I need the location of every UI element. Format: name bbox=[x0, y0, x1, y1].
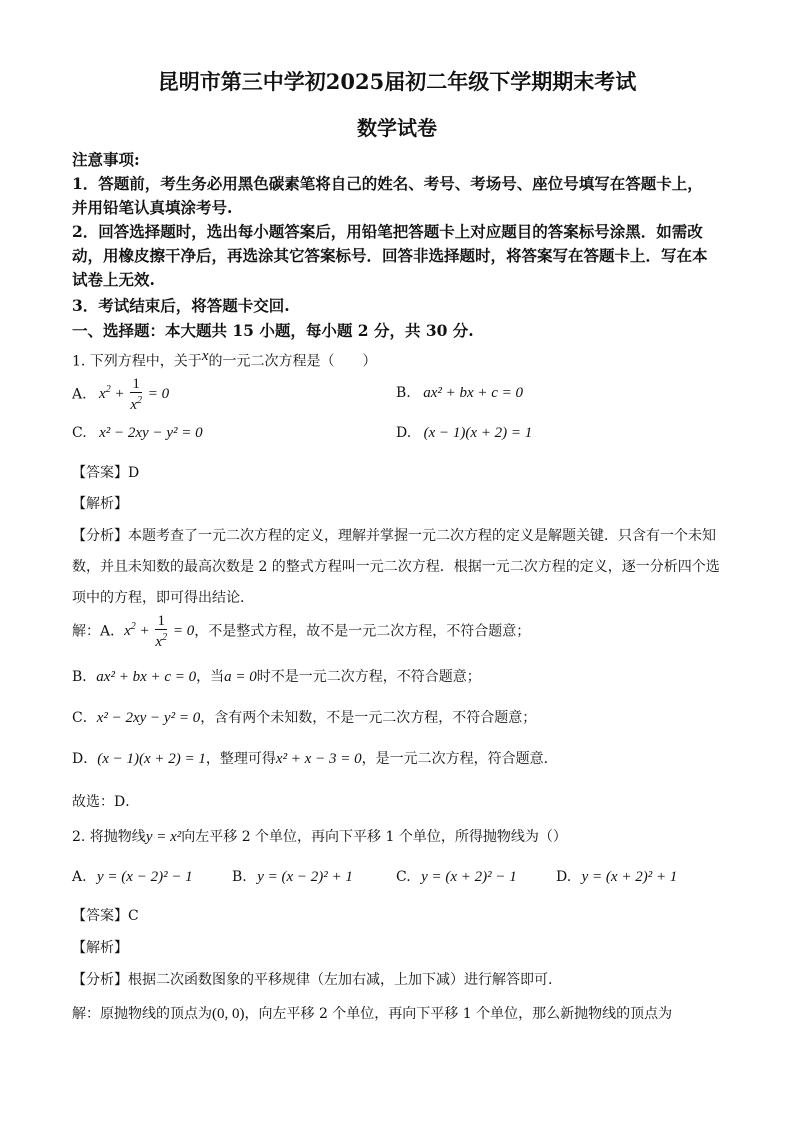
q2-option-b-label: B. bbox=[232, 869, 247, 885]
notice-line-3: 2．回答选择题时，选出每小题答案后，用铅笔把答题卡上对应题目的答案标号涂黑．如需改 bbox=[72, 222, 703, 241]
q1-solution-b-prefix: B． bbox=[72, 669, 97, 685]
q1-solution-b bbox=[72, 666, 481, 686]
notice-line-2: 并用铅笔认真填涂考号. bbox=[72, 198, 233, 217]
q1-option-c bbox=[72, 425, 203, 442]
q1-solution-d-expr2: x² + x − 3 = 0 bbox=[275, 751, 362, 767]
q1-option-d-expr: (x − 1)(x + 2) = 1 bbox=[423, 425, 533, 441]
q1-solution-d bbox=[72, 748, 548, 768]
q1-option-b bbox=[396, 385, 523, 402]
q1-option-b-expr: ax² + bx + c = 0 bbox=[423, 385, 524, 401]
q2-option-c bbox=[396, 869, 517, 886]
q1-solution-d-prefix: D． bbox=[72, 751, 98, 767]
notice-heading: 注意事项: bbox=[72, 150, 140, 169]
q2-option-c-label: C. bbox=[396, 869, 411, 885]
q2-solution bbox=[72, 1003, 672, 1023]
q1-solution-a-expr: $x^2$ + $\frac{1}{x^2}$ = 0 bbox=[124, 613, 195, 650]
q2-option-a-label: A. bbox=[72, 869, 87, 885]
q1-analysis-heading: 【解析】 bbox=[72, 496, 128, 512]
q1-stem-a: 1. 下列方程中，关于 bbox=[72, 353, 202, 370]
q1-option-d bbox=[396, 425, 532, 442]
q1-solution-c bbox=[72, 707, 536, 727]
q1-stem bbox=[72, 348, 376, 371]
q1-stem-var: x bbox=[201, 348, 209, 364]
q2-answer: 【答案】C bbox=[72, 908, 139, 924]
q1-option-a-label: A. bbox=[72, 386, 87, 403]
q2-stem-b: 向左平移 2 个单位，再向下平移 1 个单位，所得抛物线为（） bbox=[181, 829, 567, 845]
q2-stem-expr: y = x² bbox=[145, 829, 182, 845]
q1-analysis-line-1: 【分析】本题考查了一元二次方程的定义，理解并掌握一元二次方程的定义是解题关键．只含有一个未知 bbox=[72, 528, 716, 544]
q2-option-a bbox=[72, 869, 193, 886]
q1-solution-d-mid: ，整理可得 bbox=[205, 751, 276, 767]
q1-solution-c-text: ，含有两个未知数，不是一元二次方程，不符合题意； bbox=[200, 710, 537, 726]
q2-option-a-expr: y = (x − 2)² − 1 bbox=[97, 869, 193, 885]
q1-conclusion: 故选：D． bbox=[72, 794, 140, 810]
notice-line-4: 动，用橡皮擦干净后，再选涂其它答案标号．回答非选择题时，将答案写在答题卡上．写在本 bbox=[72, 246, 708, 265]
q1-solution-a-prefix: 解：A． bbox=[72, 623, 125, 640]
q1-solution-c-prefix: C． bbox=[72, 710, 97, 726]
notice-line-6: 3．考试结束后，将答题卡交回. bbox=[72, 296, 290, 315]
q1-option-c-label: C. bbox=[72, 425, 87, 441]
q2-option-b-expr: y = (x − 2)² + 1 bbox=[257, 869, 353, 885]
q2-option-c-expr: y = (x + 2)² − 1 bbox=[421, 869, 517, 885]
q2-solution-vertex: (0, 0) bbox=[212, 1006, 245, 1022]
q1-analysis-line-3: 项中的方程，即可得出结论. bbox=[72, 590, 245, 606]
q2-solution-text: ，向左平移 2 个单位，再向下平移 1 个单位，那么新抛物线的顶点为 bbox=[244, 1006, 673, 1022]
q2-analysis-line: 【分析】根据二次函数图象的平移规律（左加右减，上加下减）进行解答即可. bbox=[72, 972, 553, 988]
q1-stem-b: 的一元二次方程是（ ） bbox=[208, 353, 377, 370]
q2-solution-prefix: 解：原抛物线的顶点为 bbox=[72, 1006, 212, 1022]
q1-solution-d-text: ，是一元二次方程，符合题意. bbox=[361, 751, 549, 767]
q1-solution-b-mid: ，当 bbox=[196, 669, 225, 685]
q1-analysis-line-2: 数，并且未知数的最高次数是 2 的整式方程叫一元二次方程．根据一元二次方程的定义，逐一分析四个选 bbox=[72, 559, 720, 575]
notice-line-1: 1．答题前，考生务必用黑色碳素笔将自己的姓名、考号、考场号、座位号填写在答题卡上， bbox=[72, 174, 703, 193]
notice-line-5: 试卷上无效. bbox=[72, 270, 155, 289]
q1-solution-a bbox=[72, 614, 530, 650]
q1-option-b-label: B. bbox=[396, 385, 411, 401]
q2-option-d-label: D. bbox=[556, 869, 572, 885]
q2-option-d-expr: y = (x + 2)² + 1 bbox=[581, 869, 678, 885]
q1-solution-a-text: ，不是整式方程，故不是一元二次方程，不符合题意； bbox=[194, 623, 531, 640]
q1-solution-b-expr: ax² + bx + c = 0 bbox=[96, 669, 197, 685]
exam-subtitle: 数学试卷 bbox=[357, 116, 437, 140]
q1-option-a bbox=[72, 377, 169, 413]
q1-option-c-expr: x² − 2xy − y² = 0 bbox=[99, 425, 203, 441]
q2-stem-a: 2. 将抛物线 bbox=[72, 829, 146, 845]
q1-solution-b-cond: a = 0 bbox=[224, 669, 257, 685]
q2-option-b bbox=[232, 869, 353, 886]
q1-solution-b-text: 时不是一元二次方程，不符合题意； bbox=[256, 669, 481, 685]
q1-option-a-expr: $x^2$ + $\frac{1}{x^2}$ = 0 bbox=[99, 376, 170, 413]
q1-option-d-label: D. bbox=[396, 425, 412, 441]
q2-option-d bbox=[556, 869, 677, 886]
q2-analysis-heading: 【解析】 bbox=[72, 940, 128, 956]
q1-solution-d-expr: (x − 1)(x + 2) = 1 bbox=[97, 751, 206, 767]
q1-answer: 【答案】D bbox=[72, 465, 140, 481]
q2-stem bbox=[72, 826, 567, 846]
q1-solution-c-expr: x² − 2xy − y² = 0 bbox=[96, 710, 201, 726]
section-heading: 一、选择题：本大题共 15 小题，每小题 2 分，共 30 分. bbox=[72, 321, 474, 340]
exam-title: 昆明市第三中学初2025届初二年级下学期期末考试 bbox=[157, 69, 637, 94]
